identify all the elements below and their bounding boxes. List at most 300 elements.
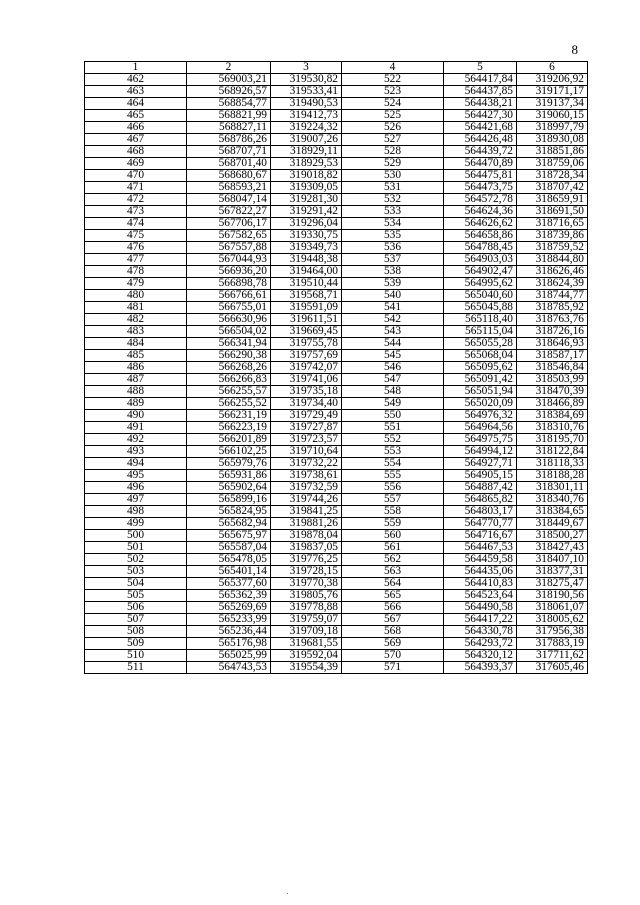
y-coordinate-cell: 318503,99 xyxy=(517,374,588,386)
x-coordinate-cell: 566755,01 xyxy=(187,302,271,314)
y-coordinate-cell: 319841,25 xyxy=(271,506,342,518)
y-coordinate-cell: 317605,46 xyxy=(517,662,588,674)
x-coordinate-cell: 565269,69 xyxy=(187,602,271,614)
y-coordinate-cell: 318851,86 xyxy=(517,146,588,158)
x-coordinate-cell: 565362,39 xyxy=(187,590,271,602)
y-coordinate-cell: 319007,26 xyxy=(271,134,342,146)
x-coordinate-cell: 568786,26 xyxy=(187,134,271,146)
point-number-cell: 473 xyxy=(85,206,187,218)
x-coordinate-cell: 566255,52 xyxy=(187,398,271,410)
y-coordinate-cell: 319554,39 xyxy=(271,662,342,674)
table-row xyxy=(85,122,588,134)
y-coordinate-cell: 319018,82 xyxy=(271,170,342,182)
y-coordinate-cell: 319291,42 xyxy=(271,206,342,218)
table-header-row xyxy=(85,62,588,74)
point-number-cell: 504 xyxy=(85,578,187,590)
table-row xyxy=(85,566,588,578)
point-number-cell: 476 xyxy=(85,242,187,254)
point-number-cell: 559 xyxy=(342,518,444,530)
point-number-cell: 471 xyxy=(85,182,187,194)
x-coordinate-cell: 564467,53 xyxy=(444,542,517,554)
point-number-cell: 510 xyxy=(85,650,187,662)
x-coordinate-cell: 565233,99 xyxy=(187,614,271,626)
point-number-cell: 462 xyxy=(85,74,187,86)
table-row xyxy=(85,230,588,242)
x-coordinate-cell: 564626,62 xyxy=(444,218,517,230)
x-coordinate-cell: 564410,83 xyxy=(444,578,517,590)
table-row xyxy=(85,326,588,338)
y-coordinate-cell: 318997,79 xyxy=(517,122,588,134)
y-coordinate-cell: 318061,07 xyxy=(517,602,588,614)
x-coordinate-cell: 566290,38 xyxy=(187,350,271,362)
x-coordinate-cell: 568827,11 xyxy=(187,122,271,134)
y-coordinate-cell: 319490,53 xyxy=(271,98,342,110)
point-number-cell: 467 xyxy=(85,134,187,146)
table-row xyxy=(85,530,588,542)
x-coordinate-cell: 569003,21 xyxy=(187,74,271,86)
x-coordinate-cell: 564459,58 xyxy=(444,554,517,566)
point-number-cell: 564 xyxy=(342,578,444,590)
y-coordinate-cell: 318122,84 xyxy=(517,446,588,458)
point-number-cell: 539 xyxy=(342,278,444,290)
y-coordinate-cell: 318626,46 xyxy=(517,266,588,278)
point-number-cell: 487 xyxy=(85,374,187,386)
y-coordinate-cell: 319738,61 xyxy=(271,470,342,482)
x-coordinate-cell: 566268,26 xyxy=(187,362,271,374)
x-coordinate-cell: 566898,78 xyxy=(187,278,271,290)
point-number-cell: 525 xyxy=(342,110,444,122)
point-number-cell: 544 xyxy=(342,338,444,350)
x-coordinate-cell: 565675,97 xyxy=(187,530,271,542)
table-row xyxy=(85,314,588,326)
header-cell: 5 xyxy=(444,62,517,74)
point-number-cell: 489 xyxy=(85,398,187,410)
y-coordinate-cell: 319727,87 xyxy=(271,422,342,434)
point-number-cell: 479 xyxy=(85,278,187,290)
point-number-cell: 535 xyxy=(342,230,444,242)
point-number-cell: 492 xyxy=(85,434,187,446)
x-coordinate-cell: 565824,95 xyxy=(187,506,271,518)
x-coordinate-cell: 564624,36 xyxy=(444,206,517,218)
y-coordinate-cell: 319734,40 xyxy=(271,398,342,410)
table-row xyxy=(85,662,588,674)
table-row xyxy=(85,254,588,266)
x-coordinate-cell: 568854,77 xyxy=(187,98,271,110)
x-coordinate-cell: 564293,72 xyxy=(444,638,517,650)
point-number-cell: 546 xyxy=(342,362,444,374)
x-coordinate-cell: 564927,71 xyxy=(444,458,517,470)
y-coordinate-cell: 319741,06 xyxy=(271,374,342,386)
table-row xyxy=(85,194,588,206)
y-coordinate-cell: 319770,38 xyxy=(271,578,342,590)
y-coordinate-cell: 319060,15 xyxy=(517,110,588,122)
table-row xyxy=(85,158,588,170)
point-number-cell: 527 xyxy=(342,134,444,146)
header-cell: 2 xyxy=(187,62,271,74)
point-number-cell: 511 xyxy=(85,662,187,674)
y-coordinate-cell: 319723,57 xyxy=(271,434,342,446)
point-number-cell: 474 xyxy=(85,218,187,230)
point-number-cell: 547 xyxy=(342,374,444,386)
point-number-cell: 553 xyxy=(342,446,444,458)
table-row xyxy=(85,506,588,518)
y-coordinate-cell: 319592,04 xyxy=(271,650,342,662)
point-number-cell: 480 xyxy=(85,290,187,302)
point-number-cell: 524 xyxy=(342,98,444,110)
y-coordinate-cell: 319510,44 xyxy=(271,278,342,290)
point-number-cell: 505 xyxy=(85,590,187,602)
x-coordinate-cell: 567822,27 xyxy=(187,206,271,218)
y-coordinate-cell: 319669,45 xyxy=(271,326,342,338)
table-row xyxy=(85,386,588,398)
table-row xyxy=(85,590,588,602)
header-cell: 3 xyxy=(271,62,342,74)
x-coordinate-cell: 564437,85 xyxy=(444,86,517,98)
table-body xyxy=(85,62,588,674)
x-coordinate-cell: 567044,93 xyxy=(187,254,271,266)
x-coordinate-cell: 566255,57 xyxy=(187,386,271,398)
point-number-cell: 542 xyxy=(342,314,444,326)
point-number-cell: 499 xyxy=(85,518,187,530)
table-row xyxy=(85,482,588,494)
y-coordinate-cell: 319681,55 xyxy=(271,638,342,650)
x-coordinate-cell: 564743,53 xyxy=(187,662,271,674)
point-number-cell: 507 xyxy=(85,614,187,626)
point-number-cell: 463 xyxy=(85,86,187,98)
point-number-cell: 562 xyxy=(342,554,444,566)
x-coordinate-cell: 564887,42 xyxy=(444,482,517,494)
x-coordinate-cell: 564435,06 xyxy=(444,566,517,578)
x-coordinate-cell: 565055,28 xyxy=(444,338,517,350)
y-coordinate-cell: 319878,04 xyxy=(271,530,342,542)
x-coordinate-cell: 566201,89 xyxy=(187,434,271,446)
point-number-cell: 506 xyxy=(85,602,187,614)
point-number-cell: 490 xyxy=(85,410,187,422)
x-coordinate-cell: 565176,98 xyxy=(187,638,271,650)
point-number-cell: 536 xyxy=(342,242,444,254)
y-coordinate-cell: 318739,86 xyxy=(517,230,588,242)
table-row xyxy=(85,650,588,662)
y-coordinate-cell: 318716,65 xyxy=(517,218,588,230)
table-row xyxy=(85,374,588,386)
table-row xyxy=(85,182,588,194)
x-coordinate-cell: 564995,62 xyxy=(444,278,517,290)
point-number-cell: 496 xyxy=(85,482,187,494)
point-number-cell: 540 xyxy=(342,290,444,302)
table-row xyxy=(85,242,588,254)
table-row xyxy=(85,458,588,470)
x-coordinate-cell: 568821,99 xyxy=(187,110,271,122)
point-number-cell: 464 xyxy=(85,98,187,110)
x-coordinate-cell: 565025,99 xyxy=(187,650,271,662)
x-coordinate-cell: 566231,19 xyxy=(187,410,271,422)
point-number-cell: 541 xyxy=(342,302,444,314)
x-coordinate-cell: 565377,60 xyxy=(187,578,271,590)
y-coordinate-cell: 319757,69 xyxy=(271,350,342,362)
point-number-cell: 560 xyxy=(342,530,444,542)
coordinates-table xyxy=(84,61,588,674)
table-row xyxy=(85,290,588,302)
y-coordinate-cell: 318763,76 xyxy=(517,314,588,326)
y-coordinate-cell: 319412,73 xyxy=(271,110,342,122)
x-coordinate-cell: 567557,88 xyxy=(187,242,271,254)
y-coordinate-cell: 318427,43 xyxy=(517,542,588,554)
table-row xyxy=(85,206,588,218)
y-coordinate-cell: 319448,38 xyxy=(271,254,342,266)
table-row xyxy=(85,266,588,278)
x-coordinate-cell: 564902,47 xyxy=(444,266,517,278)
table-row xyxy=(85,134,588,146)
table-row xyxy=(85,626,588,638)
x-coordinate-cell: 566936,20 xyxy=(187,266,271,278)
x-coordinate-cell: 566504,02 xyxy=(187,326,271,338)
point-number-cell: 509 xyxy=(85,638,187,650)
point-number-cell: 567 xyxy=(342,614,444,626)
y-coordinate-cell: 318929,11 xyxy=(271,146,342,158)
point-number-cell: 549 xyxy=(342,398,444,410)
table-row xyxy=(85,146,588,158)
y-coordinate-cell: 318377,31 xyxy=(517,566,588,578)
y-coordinate-cell: 318546,84 xyxy=(517,362,588,374)
point-number-cell: 537 xyxy=(342,254,444,266)
x-coordinate-cell: 564393,37 xyxy=(444,662,517,674)
table-row xyxy=(85,470,588,482)
point-number-cell: 501 xyxy=(85,542,187,554)
y-coordinate-cell: 318310,76 xyxy=(517,422,588,434)
x-coordinate-cell: 564426,48 xyxy=(444,134,517,146)
y-coordinate-cell: 318759,52 xyxy=(517,242,588,254)
y-coordinate-cell: 318500,27 xyxy=(517,530,588,542)
page-number: 8 xyxy=(571,42,578,57)
y-coordinate-cell: 319776,25 xyxy=(271,554,342,566)
x-coordinate-cell: 565095,62 xyxy=(444,362,517,374)
point-number-cell: 531 xyxy=(342,182,444,194)
point-number-cell: 508 xyxy=(85,626,187,638)
x-coordinate-cell: 564903,03 xyxy=(444,254,517,266)
y-coordinate-cell: 319837,05 xyxy=(271,542,342,554)
x-coordinate-cell: 564975,75 xyxy=(444,434,517,446)
x-coordinate-cell: 564788,45 xyxy=(444,242,517,254)
y-coordinate-cell: 319224,32 xyxy=(271,122,342,134)
point-number-cell: 503 xyxy=(85,566,187,578)
y-coordinate-cell: 319349,73 xyxy=(271,242,342,254)
x-coordinate-cell: 564523,64 xyxy=(444,590,517,602)
x-coordinate-cell: 564439,72 xyxy=(444,146,517,158)
x-coordinate-cell: 564658,86 xyxy=(444,230,517,242)
y-coordinate-cell: 319591,09 xyxy=(271,302,342,314)
y-coordinate-cell: 318930,08 xyxy=(517,134,588,146)
header-cell: 1 xyxy=(85,62,187,74)
point-number-cell: 495 xyxy=(85,470,187,482)
table-row xyxy=(85,86,588,98)
x-coordinate-cell: 565587,04 xyxy=(187,542,271,554)
y-coordinate-cell: 318275,47 xyxy=(517,578,588,590)
x-coordinate-cell: 564427,30 xyxy=(444,110,517,122)
point-number-cell: 558 xyxy=(342,506,444,518)
y-coordinate-cell: 319728,15 xyxy=(271,566,342,578)
y-coordinate-cell: 319755,78 xyxy=(271,338,342,350)
x-coordinate-cell: 564964,56 xyxy=(444,422,517,434)
table-row xyxy=(85,398,588,410)
y-coordinate-cell: 318188,28 xyxy=(517,470,588,482)
y-coordinate-cell: 318118,33 xyxy=(517,458,588,470)
point-number-cell: 472 xyxy=(85,194,187,206)
x-coordinate-cell: 564475,81 xyxy=(444,170,517,182)
point-number-cell: 483 xyxy=(85,326,187,338)
y-coordinate-cell: 319709,18 xyxy=(271,626,342,638)
y-coordinate-cell: 318190,56 xyxy=(517,590,588,602)
y-coordinate-cell: 319881,26 xyxy=(271,518,342,530)
point-number-cell: 550 xyxy=(342,410,444,422)
point-number-cell: 488 xyxy=(85,386,187,398)
y-coordinate-cell: 318759,06 xyxy=(517,158,588,170)
y-coordinate-cell: 319281,30 xyxy=(271,194,342,206)
point-number-cell: 555 xyxy=(342,470,444,482)
x-coordinate-cell: 565478,05 xyxy=(187,554,271,566)
point-number-cell: 566 xyxy=(342,602,444,614)
y-coordinate-cell: 318195,70 xyxy=(517,434,588,446)
y-coordinate-cell: 318384,65 xyxy=(517,506,588,518)
x-coordinate-cell: 564716,67 xyxy=(444,530,517,542)
x-coordinate-cell: 564803,17 xyxy=(444,506,517,518)
x-coordinate-cell: 564905,15 xyxy=(444,470,517,482)
point-number-cell: 568 xyxy=(342,626,444,638)
x-coordinate-cell: 565115,04 xyxy=(444,326,517,338)
y-coordinate-cell: 319732,59 xyxy=(271,482,342,494)
y-coordinate-cell: 319137,34 xyxy=(517,98,588,110)
x-coordinate-cell: 565118,40 xyxy=(444,314,517,326)
point-number-cell: 533 xyxy=(342,206,444,218)
x-coordinate-cell: 566341,94 xyxy=(187,338,271,350)
y-coordinate-cell: 318466,89 xyxy=(517,398,588,410)
y-coordinate-cell: 318340,76 xyxy=(517,494,588,506)
x-coordinate-cell: 564770,77 xyxy=(444,518,517,530)
point-number-cell: 543 xyxy=(342,326,444,338)
y-coordinate-cell: 318587,17 xyxy=(517,350,588,362)
y-coordinate-cell: 318707,42 xyxy=(517,182,588,194)
point-number-cell: 538 xyxy=(342,266,444,278)
x-coordinate-cell: 565045,88 xyxy=(444,302,517,314)
x-coordinate-cell: 565236,44 xyxy=(187,626,271,638)
y-coordinate-cell: 318384,69 xyxy=(517,410,588,422)
table-row xyxy=(85,98,588,110)
y-coordinate-cell: 317883,19 xyxy=(517,638,588,650)
point-number-cell: 493 xyxy=(85,446,187,458)
x-coordinate-cell: 565979,76 xyxy=(187,458,271,470)
x-coordinate-cell: 566223,19 xyxy=(187,422,271,434)
y-coordinate-cell: 319296,04 xyxy=(271,218,342,230)
point-number-cell: 485 xyxy=(85,350,187,362)
table-row xyxy=(85,494,588,506)
y-coordinate-cell: 318646,93 xyxy=(517,338,588,350)
point-number-cell: 530 xyxy=(342,170,444,182)
y-coordinate-cell: 319732,22 xyxy=(271,458,342,470)
x-coordinate-cell: 564417,22 xyxy=(444,614,517,626)
point-number-cell: 551 xyxy=(342,422,444,434)
x-coordinate-cell: 564470,89 xyxy=(444,158,517,170)
table-row xyxy=(85,602,588,614)
x-coordinate-cell: 564320,12 xyxy=(444,650,517,662)
x-coordinate-cell: 568593,21 xyxy=(187,182,271,194)
point-number-cell: 470 xyxy=(85,170,187,182)
y-coordinate-cell: 319805,76 xyxy=(271,590,342,602)
point-number-cell: 565 xyxy=(342,590,444,602)
table-row xyxy=(85,446,588,458)
point-number-cell: 548 xyxy=(342,386,444,398)
point-number-cell: 468 xyxy=(85,146,187,158)
point-number-cell: 571 xyxy=(342,662,444,674)
table-row xyxy=(85,578,588,590)
x-coordinate-cell: 568701,40 xyxy=(187,158,271,170)
point-number-cell: 502 xyxy=(85,554,187,566)
point-number-cell: 500 xyxy=(85,530,187,542)
y-coordinate-cell: 319171,17 xyxy=(517,86,588,98)
y-coordinate-cell: 319568,71 xyxy=(271,290,342,302)
x-coordinate-cell: 565020,09 xyxy=(444,398,517,410)
point-number-cell: 556 xyxy=(342,482,444,494)
y-coordinate-cell: 319778,88 xyxy=(271,602,342,614)
header-cell: 6 xyxy=(517,62,588,74)
y-coordinate-cell: 318728,34 xyxy=(517,170,588,182)
point-number-cell: 526 xyxy=(342,122,444,134)
point-number-cell: 569 xyxy=(342,638,444,650)
x-coordinate-cell: 564417,84 xyxy=(444,74,517,86)
y-coordinate-cell: 318744,77 xyxy=(517,290,588,302)
point-number-cell: 486 xyxy=(85,362,187,374)
y-coordinate-cell: 318691,50 xyxy=(517,206,588,218)
x-coordinate-cell: 565401,14 xyxy=(187,566,271,578)
x-coordinate-cell: 565899,16 xyxy=(187,494,271,506)
point-number-cell: 465 xyxy=(85,110,187,122)
table-row xyxy=(85,278,588,290)
x-coordinate-cell: 568680,67 xyxy=(187,170,271,182)
point-number-cell: 482 xyxy=(85,314,187,326)
y-coordinate-cell: 318659,91 xyxy=(517,194,588,206)
point-number-cell: 475 xyxy=(85,230,187,242)
x-coordinate-cell: 564976,32 xyxy=(444,410,517,422)
table-row xyxy=(85,362,588,374)
y-coordinate-cell: 317956,38 xyxy=(517,626,588,638)
point-number-cell: 529 xyxy=(342,158,444,170)
table-row xyxy=(85,614,588,626)
table-row xyxy=(85,518,588,530)
point-number-cell: 532 xyxy=(342,194,444,206)
x-coordinate-cell: 564865,82 xyxy=(444,494,517,506)
x-coordinate-cell: 568047,14 xyxy=(187,194,271,206)
y-coordinate-cell: 318301,11 xyxy=(517,482,588,494)
x-coordinate-cell: 566630,96 xyxy=(187,314,271,326)
footer-mark xyxy=(287,893,288,894)
y-coordinate-cell: 319530,82 xyxy=(271,74,342,86)
y-coordinate-cell: 319464,00 xyxy=(271,266,342,278)
y-coordinate-cell: 318407,10 xyxy=(517,554,588,566)
x-coordinate-cell: 564330,78 xyxy=(444,626,517,638)
point-number-cell: 528 xyxy=(342,146,444,158)
x-coordinate-cell: 566102,25 xyxy=(187,446,271,458)
x-coordinate-cell: 564572,78 xyxy=(444,194,517,206)
point-number-cell: 481 xyxy=(85,302,187,314)
y-coordinate-cell: 318844,80 xyxy=(517,254,588,266)
y-coordinate-cell: 319735,18 xyxy=(271,386,342,398)
table-row xyxy=(85,554,588,566)
table-row xyxy=(85,434,588,446)
x-coordinate-cell: 567706,17 xyxy=(187,218,271,230)
table-row xyxy=(85,218,588,230)
x-coordinate-cell: 568707,71 xyxy=(187,146,271,158)
point-number-cell: 552 xyxy=(342,434,444,446)
point-number-cell: 469 xyxy=(85,158,187,170)
y-coordinate-cell: 319206,92 xyxy=(517,74,588,86)
